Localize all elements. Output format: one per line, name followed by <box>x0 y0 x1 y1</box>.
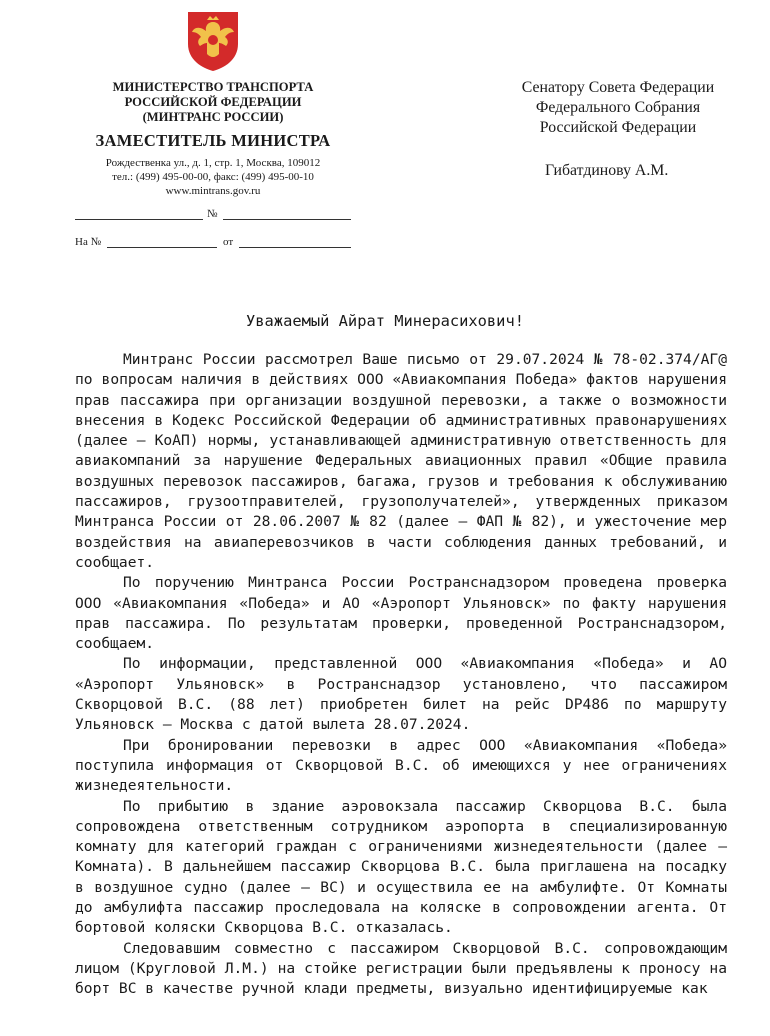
reg-number-blank <box>223 219 351 220</box>
recipient-line: Сенатору Совета Федерации <box>521 79 715 96</box>
reg-number-sign: № <box>207 208 218 220</box>
paragraph: По поручению Минтранса России Ространснадзором проведена проверка ООО «Авиакомпания «Победа» и АО «Аэропорт Ульяновск» по факту нарушения прав пассажира. По результатам проверки, проведенной Ространснадзором, сообщаем. <box>75 574 727 653</box>
recipient-name: Гибатдинову А.М. <box>545 162 669 179</box>
recipient-block <box>493 78 743 138</box>
ministry-name <box>68 80 358 125</box>
reply-to-label: На № <box>75 236 102 248</box>
from-label: от <box>223 236 234 248</box>
reply-number-blank <box>107 247 217 248</box>
paragraph: По прибытию в здание аэровокзала пассажир Скворцова В.С. была сопровождена ответственным сотрудником аэропорта в специализированную комнату для категорий граждан с ограничениями жизнедеятельности (далее – Комната). В дальнейшем пассажир Скворцова В.С. была приглашена на посадку в воздушное судно (далее – ВС) и осуществила ее на амбулифте. От Комнаты до амбулифта пассажир проследовала на коляске в сопровождении агента. От бортовой коляски Скворцова В.С. отказалась. <box>75 797 727 937</box>
paragraph: По информации, представленной ООО «Авиакомпания «Победа» и АО «Аэропорт Ульяновск» в Ространснадзор установлено, что пассажиром Скворцовой В.С. (88 лет) приобретен билет на рейс DP486 по маршруту Ульяновск – Москва с датой вылета 28.07.2024. <box>75 655 727 734</box>
paragraph: Минтранс России рассмотрел Ваше письмо от 29.07.2024 № 78-02.374/АГ@ по вопросам наличия в действиях ООО «Авиакомпания Победа» фактов нарушения прав пассажира при организации воздушной перевозки, а также о возможности внесения в Кодекс Российской Федерации об административных правонарушениях (далее – КоАП) нормы, устанавливающей административную ответственность для авиакомпаний за нарушение Федеральных авиационных правил «Общие правила воздушных перевозок пассажиров, багажа, грузов и требования к обслуживанию пассажиров, грузоотправителей, грузополучателей», утвержденных приказом Минтранса России от 28.06.2007 № 82 (далее – ФАП № 82), и ужесточение мер воздействия на авиаперевозчиков в части соблюдения данных требований, и сообщает. <box>75 351 727 571</box>
paragraph: Следовавшим совместно с пассажиром Скворцовой В.С. сопровождающим лицом (Кругловой Л.М.) на стойке регистрации были предъявлены к проносу на борт ВС в качестве ручной клади предметы, визуально идентифицируемые как <box>75 939 727 998</box>
contact-block <box>68 156 358 198</box>
reg-date-blank <box>75 219 203 220</box>
ministry-line: (МИНТРАНС РОССИИ) <box>142 110 284 124</box>
coat-of-arms-icon <box>186 10 240 72</box>
recipient-line: Федерального Собрания <box>535 99 701 116</box>
address: Рождественка ул., д. 1, стр. 1, Москва, 109012 <box>105 157 321 169</box>
website: www.mintrans.gov.ru <box>165 185 261 197</box>
paragraph: При бронировании перевозки в адрес ООО «Авиакомпания «Победа» поступила информация от Скворцовой В.С. об имеющихся у нее ограничениях жизнедеятельности. <box>75 736 727 795</box>
position-title: ЗАМЕСТИТЕЛЬ МИНИСТРА <box>95 131 331 150</box>
phones: тел.: (499) 495-00-00, факс: (499) 495-00-10 <box>112 171 314 183</box>
reply-date-blank <box>239 247 351 248</box>
ministry-line: РОССИЙСКОЙ ФЕДЕРАЦИИ <box>124 95 302 109</box>
letter-body <box>75 350 727 1000</box>
registration-line <box>73 206 358 222</box>
reply-reference-line <box>73 234 358 250</box>
greeting: Уважаемый Айрат Минерасихович! <box>246 312 524 330</box>
ministry-line: МИНИСТЕРСТВО ТРАНСПОРТА <box>112 80 314 94</box>
recipient-line: Российской Федерации <box>539 119 697 136</box>
